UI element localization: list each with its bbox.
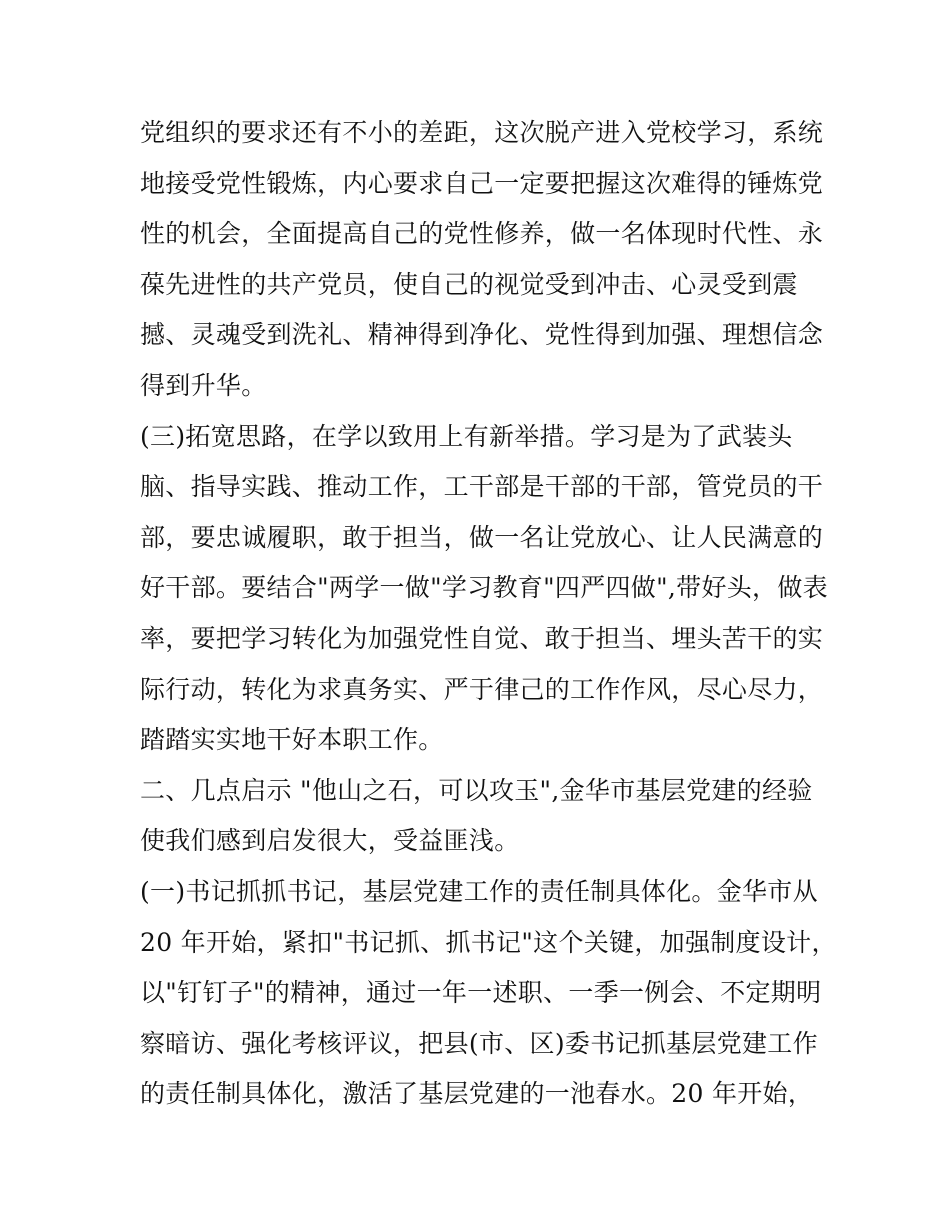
section-heading-line: (三)拓宽思路，在学以致用上有新举措。学习是为了武装头	[140, 421, 793, 451]
text-line: 率，要把学习转化为加强党性自觉、敢于担当、埋头苦干的实	[140, 623, 824, 653]
text-line: 以"钉钉子"的精神，通过一年一述职、一季一例会、不定期明	[140, 978, 822, 1008]
text-line: 踏踏实实地干好本职工作。	[140, 725, 444, 755]
text-line: 部，要忠诚履职，敢于担当，做一名让党放心、让人民满意的	[140, 522, 824, 552]
text-line: 使我们感到启发很大，受益匪浅。	[140, 826, 520, 856]
section-heading-line: 二、几点启示 "他山之石，可以攻玉",金华市基层党建的经验	[140, 775, 813, 805]
text-line: 脑、指导实践、推动工作，工干部是干部的干部，管党员的干	[140, 472, 824, 502]
text-line: 际行动，转化为求真务实、严于律己的工作作风，尽心尽力，	[140, 674, 824, 704]
text-line: 撼、灵魂受到洗礼、精神得到净化、党性得到加强、理想信念	[140, 320, 824, 350]
text-line: 性的机会，全面提高自己的党性修养，做一名体现时代性、永	[140, 219, 824, 249]
section-heading-line: (一)书记抓抓书记，基层党建工作的责任制具体化。金华市从	[140, 876, 818, 906]
text-line: 党组织的要求还有不小的差距，这次脱产进入党校学习，系统	[140, 118, 824, 147]
body-text	[140, 108, 837, 1120]
text-line: 好干部。要结合"两学一做"学习教育"四严四做",带好头，做表	[140, 573, 828, 603]
text-line: 20 年开始，紧扣"书记抓、抓书记"这个关键，加强制度设计，	[140, 927, 837, 957]
text-line: 葆先进性的共产党员，使自己的视觉受到冲击、心灵受到震	[140, 269, 798, 299]
text-line: 地接受党性锻炼，内心要求自己一定要把握这次难得的锤炼党	[140, 168, 824, 198]
text-line: 察暗访、强化考核评议，把县(市、区)委书记抓基层党建工作	[140, 1028, 818, 1058]
text-line: 得到升华。	[140, 370, 267, 400]
text-line: 的责任制具体化，激活了基层党建的一池春水。20 年开始，	[140, 1079, 814, 1109]
